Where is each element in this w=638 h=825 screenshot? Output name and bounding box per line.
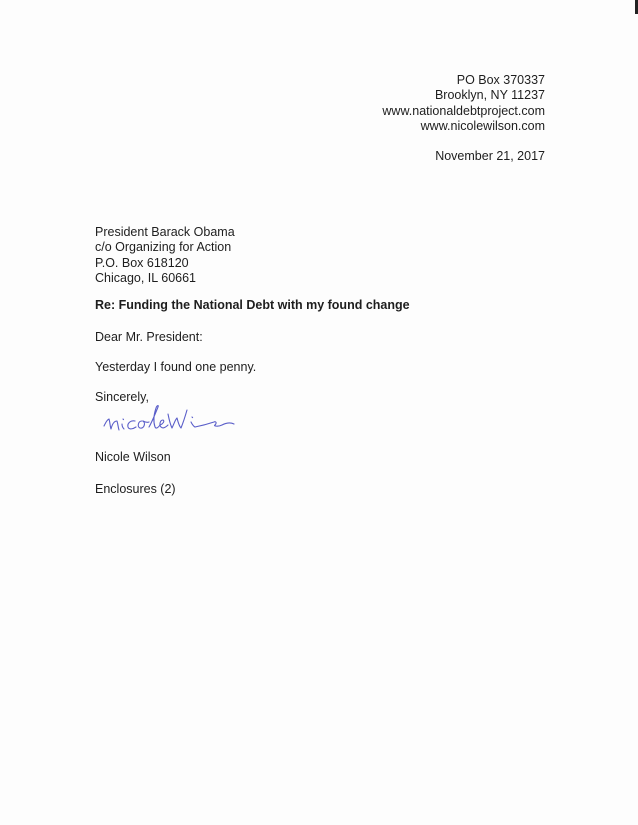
subject-line: Re: Funding the National Debt with my found change — [95, 298, 410, 312]
enclosures-note: Enclosures (2) — [95, 482, 176, 496]
letter-date: November 21, 2017 — [435, 149, 545, 163]
sender-po-box: PO Box 370337 — [456, 73, 545, 87]
sender-address-block — [382, 73, 545, 134]
letter-body: Yesterday I found one penny. — [95, 360, 257, 374]
handwritten-signature-icon — [100, 400, 250, 440]
signer-name: Nicole Wilson — [95, 450, 171, 464]
closing: Sincerely, — [95, 390, 149, 404]
sender-city-state-zip: Brooklyn, NY 11237 — [434, 88, 545, 103]
sender-website-nicole-wilson: www.nicolewilson.com — [420, 118, 545, 133]
recipient-name: President Barack Obama — [95, 225, 235, 239]
salutation: Dear Mr. President: — [95, 330, 203, 344]
sender-website-national-debt-project: www.nationaldebtproject.com — [382, 103, 545, 118]
recipient-organization: c/o Organizing for Action — [95, 240, 232, 255]
recipient-city-state-zip: Chicago, IL 60661 — [95, 270, 197, 285]
recipient-po-box: P.O. Box 618120 — [95, 255, 189, 270]
recipient-address-block — [95, 225, 235, 286]
